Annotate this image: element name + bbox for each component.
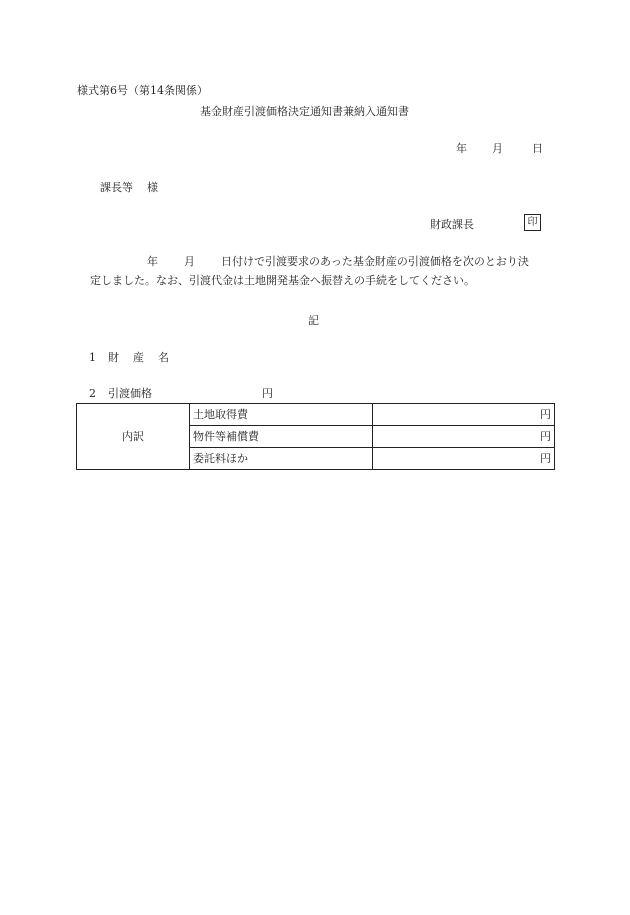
seal-stamp: 印 xyxy=(524,214,541,231)
breakdown-row-name: 委託料ほか xyxy=(190,448,373,470)
breakdown-label: 内訳 xyxy=(77,404,190,470)
addressee-name: 課長等 xyxy=(100,181,133,194)
breakdown-row-name: 土地取得費 xyxy=(190,404,373,426)
item-1-char-1: 財 xyxy=(108,351,119,364)
breakdown-row-amount: 円 xyxy=(373,426,555,448)
breakdown-row-amount: 円 xyxy=(373,448,555,470)
date-month: 月 xyxy=(492,142,503,155)
item-1-char-2: 産 xyxy=(133,351,144,364)
document-title: 基金財産引渡価格決定通知書兼納入通知書 xyxy=(200,105,409,118)
body-month: 月 xyxy=(184,255,195,268)
item-2-label: 引渡価格 xyxy=(108,387,152,400)
addressee-honorific: 様 xyxy=(147,181,158,194)
form-number: 様式第6号（第14条関係） xyxy=(77,84,208,97)
addressee xyxy=(100,181,158,195)
item-property-name xyxy=(89,351,169,365)
item-1-number: 1 xyxy=(89,351,96,364)
ki-heading: 記 xyxy=(308,314,319,327)
breakdown-row-name: 物件等補償費 xyxy=(190,426,373,448)
item-2-unit: 円 xyxy=(262,387,273,400)
date-line xyxy=(456,142,543,156)
item-1-char-3: 名 xyxy=(158,351,169,364)
date-year: 年 xyxy=(456,142,467,155)
body-line-2: 定しました。なお、引渡代金は土地開発基金へ振替えの手続をしてください。 xyxy=(90,274,475,287)
item-transfer-price xyxy=(89,387,273,401)
body-year: 年 xyxy=(147,255,158,268)
body-line-1 xyxy=(147,255,529,269)
sender-title: 財政課長 xyxy=(430,218,474,231)
table-row xyxy=(77,404,555,426)
date-day: 日 xyxy=(532,142,543,155)
breakdown-row-amount: 円 xyxy=(373,404,555,426)
breakdown-table xyxy=(76,403,555,470)
item-2-number: 2 xyxy=(89,387,96,400)
body-line-1-text: 日付けで引渡要求のあった基金財産の引渡価格を次のとおり決 xyxy=(221,255,529,268)
